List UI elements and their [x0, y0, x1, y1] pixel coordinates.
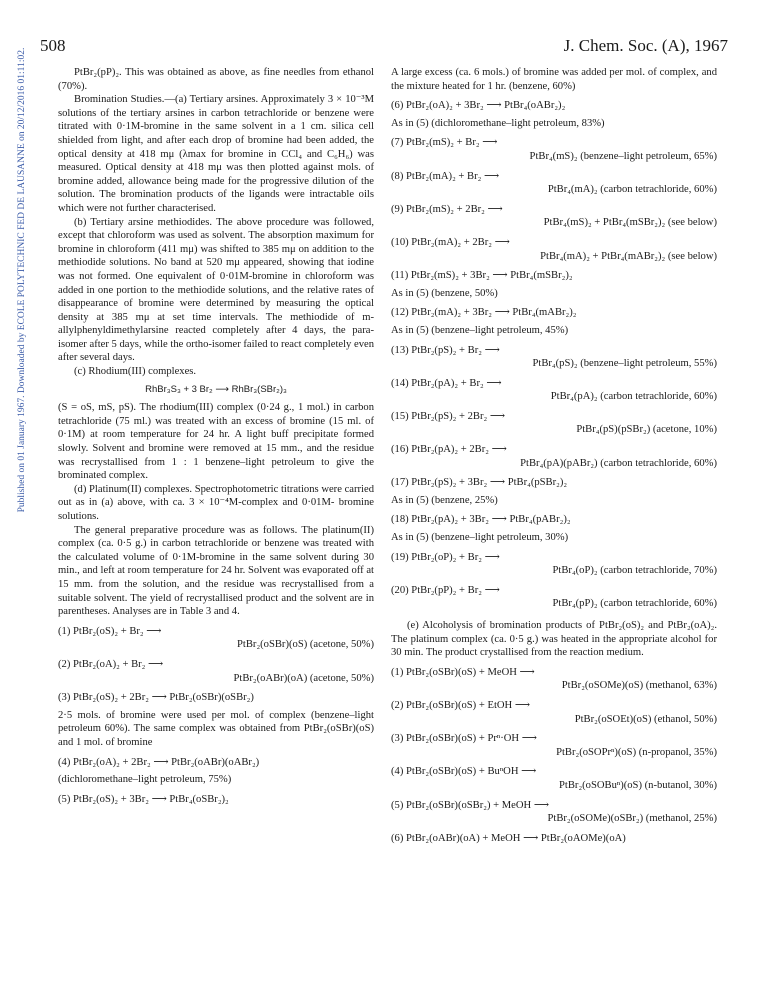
reaction-equation — [58, 756, 374, 770]
reaction-equation — [391, 551, 717, 578]
equation-reactants: (15) PtBr₂(pS)₂ + 2Br₂ ⟶ — [391, 410, 506, 422]
paragraph: 2·5 mols. of bromine were used per mol. of complex (benzene–light petroleum 60%). The same complex was obtained from PtBr₂(oSBr)(oS) and 1 mol. of bromine — [58, 709, 374, 748]
paragraph: Bromination Studies.—(a) Tertiary arsines. Approximately 3 × 10⁻³M solutions of the tertiary arsines in carbon tetrachloride or benzene were titrated with 0·1M-bromine in the same solvent in a 1 cm. silica cell shielded from light, and after each drop of bromine had been added, the optical density at 418 mμ (λmax for bromine in CCl₄ and C₆H₆) was measured. Optical density at 418 mμ was then plotted against mols. of bromine added, allowance being made for the progressive dilution of the solution. The bromination products of the ligands were intractable oils which were not further characterised. — [58, 94, 374, 214]
equation-products: PtBr₂(oABr)(oA) (acetone, 50%) — [233, 672, 374, 684]
equation: RhBr₃S₃ + 3 Br₂ ⟶ RhBr₃(SBr₂)₃ — [145, 383, 287, 395]
left-column — [58, 66, 374, 810]
equation-line: (6) PtBr₂(oA)₂ + 3Br₂ ⟶ PtBr₄(oABr₂)₂ — [391, 100, 566, 112]
equation-line: (18) PtBr₂(pA)₂ + 3Br₂ ⟶ PtBr₄(pABr₂)₂ — [391, 514, 571, 526]
equation-line: (4) PtBr₂(oA)₂ + 2Br₂ ⟶ PtBr₂(oABr)(oABr₂) — [58, 756, 260, 768]
reaction-equation — [391, 344, 717, 371]
equation-products: PtBr₄(mS)₂ + PtBr₄(mSBr₂)₂ (see below) — [543, 217, 717, 229]
reaction-equation — [391, 306, 717, 320]
reaction-equation — [391, 513, 717, 527]
reaction-equation — [391, 203, 717, 230]
equation-reactants: (4) PtBr₂(oSBr)(oS) + BuⁿOH ⟶ — [391, 766, 537, 778]
reaction-equation — [391, 99, 717, 113]
equation-products: PtBr₄(pP)₂ (carbon tetrachloride, 60%) — [552, 598, 717, 610]
reaction-equation — [391, 799, 717, 826]
equation-reactants: (1) PtBr₂(oS)₂ + Br₂ ⟶ — [58, 625, 162, 637]
equation-reactants: (3) PtBr₂(oSBr)(oS) + Prⁿ·OH ⟶ — [391, 733, 537, 745]
reaction-equation — [391, 269, 717, 283]
reaction-equation — [391, 410, 717, 437]
reaction-equation — [391, 476, 717, 490]
equation-products: PtBr₄(pS)₂ (benzene–light petroleum, 55%) — [532, 358, 717, 370]
equation-products: PtBr₄(mS)₂ (benzene–light petroleum, 65%) — [529, 150, 717, 162]
paragraph: (dichloromethane–light petroleum, 75%) — [58, 774, 232, 786]
equation-products: PtBr₂(oSBr)(oS) (acetone, 50%) — [237, 639, 374, 651]
reaction-equation — [58, 691, 374, 705]
reaction-equation — [391, 136, 717, 163]
reaction-equation — [391, 584, 717, 611]
reaction-equation — [391, 732, 717, 759]
equation-reactants: (2) PtBr₂(oSBr)(oS) + EtOH ⟶ — [391, 699, 531, 711]
paragraph: A large excess (ca. 6 mols.) of bromine was added per mol. of complex, and the mixture heated for 1 hr. (benzene, 60%) — [391, 67, 717, 92]
equation-reactants: (7) PtBr₂(mS)₂ + Br₂ ⟶ — [391, 137, 498, 149]
reaction-note: As in (5) (benzene–light petroleum, 30%) — [391, 532, 569, 544]
paragraph: (b) Tertiary arsine methiodides. The above procedure was followed, except that chloroform was used as solvent. The absorption maximum for bromine in chloroform (411 mμ) was shifted to 385 mμ on addition to the methiodide solutions. No band at 520 mμ appeared, showing that iodine was not formed. One equivalent of 0·01M-bromine in chloroform was added in one portion to the methiodide solutions, and the relative rates of disappearance of bromine were determined by measuring the optical density at 385 mμ at set time intervals. The methiodide of m-allylphenyldimethylarsine reacted completely after 4 days, the para-isomer after 5 days, while the ortho-isomer failed to react completely even after several days. — [58, 216, 374, 364]
reaction-equation — [391, 666, 717, 693]
reaction-note: As in (5) (dichloromethane–light petroleum, 83%) — [391, 117, 605, 129]
reaction-note: As in (5) (benzene, 50%) — [391, 287, 498, 299]
equation-reactants: (16) PtBr₂(pA)₂ + 2Br₂ ⟶ — [391, 444, 507, 456]
equation-products: PtBr₄(pS)(pSBr₂) (acetone, 10%) — [576, 424, 717, 436]
paragraph: (d) Platinum(II) complexes. Spectrophotometric titrations were carried out as in (a) above, with ca. 3 × 10⁻⁴M-complex and 0·01M- bromine solutions. — [58, 483, 374, 522]
page-header — [40, 36, 728, 58]
subsection-heading: (c) Rhodium(III) complexes. — [74, 366, 197, 378]
equation-products: PtBr₂(oSOMe)(oSBr₂) (methanol, 25%) — [547, 813, 717, 825]
reaction-equation — [391, 443, 717, 470]
equation-reactants: (2) PtBr₂(oA)₂ + Br₂ ⟶ — [58, 658, 164, 670]
equation-reactants: (13) PtBr₂(pS)₂ + Br₂ ⟶ — [391, 344, 500, 356]
paragraph: (e) Alcoholysis of bromination products of PtBr₂(oS)₂ and PtBr₂(oA)₂. The platinum complex (ca. 0·5 g.) was heated in the appropriate alcohol for 30 min. The product crystallised from the reaction medium. — [391, 620, 717, 659]
reaction-note: As in (5) (benzene–light petroleum, 45%) — [391, 324, 569, 336]
equation-reactants: (14) PtBr₂(pA)₂ + Br₂ ⟶ — [391, 377, 502, 389]
reaction-equation — [391, 832, 717, 846]
reaction-equation — [391, 236, 717, 263]
right-column — [391, 66, 717, 849]
equation-line: (17) PtBr₂(pS)₂ + 3Br₂ ⟶ PtBr₄(pSBr₂)₂ — [391, 477, 568, 489]
equation-products: PtBr₄(oP)₂ (carbon tetrachloride, 70%) — [552, 565, 717, 577]
equation-products: PtBr₄(pA)(pABr₂) (carbon tetrachloride, 60%) — [520, 457, 717, 469]
reaction-equation — [58, 658, 374, 685]
journal-title: J. Chem. Soc. (A), 1967 — [563, 36, 728, 55]
page-number: 508 — [40, 36, 66, 55]
equation-products: PtBr₄(mA)₂ (carbon tetrachloride, 60%) — [547, 184, 717, 196]
download-watermark — [17, 0, 33, 660]
download-watermark-text: Published on 01 January 1967. Downloaded by ECOLE POLYTECHNIC FED DE LAUSANNE on 20/12/2016 01:11:02. — [17, 47, 27, 513]
paragraph: (S = oS, mS, pS). The rhodium(III) complex (0·24 g., 1 mol.) in carbon tetrachloride (75 ml.) was treated with an excess of bromine (15 ml. of 0·1M) at room temperature for 24 hr. A light buff precipitate formed slowly. Solvent and bromine were removed at 15 mm., and the residue was recrystallised from 1 : 1 benzene–light petroleum to give the brominated complex. — [58, 402, 374, 482]
reaction-note: As in (5) (benzene, 25%) — [391, 494, 498, 506]
equation-line: (11) PtBr₂(mS)₂ + 3Br₂ ⟶ PtBr₄(mSBr₂)₂ — [391, 270, 573, 282]
equation-line: (5) PtBr₂(oS)₂ + 3Br₂ ⟶ PtBr₄(oSBr₂)₂ — [58, 793, 229, 805]
reaction-equation — [391, 170, 717, 197]
paragraph: The general preparative procedure was as follows. The platinum(II) complex (ca. 0·5 g.) in carbon tetrachloride or benzene was treated with the calculated volume of 0·1M-bromine in the same solvent during 30 min., and left at room temperature for 24 hr. Solvent was evaporated off at 15 mm. from the solution, and the residue was recrystallised from a suitable solvent. The yield of recrystallised product and the solvent are in parentheses. Analyses are in Table 3 and 4. — [58, 524, 374, 618]
reaction-equation — [391, 377, 717, 404]
paragraph: PtBr₂(pP)₂. This was obtained as above, as fine needles from ethanol (70%). — [58, 67, 374, 92]
reaction-equation — [58, 793, 374, 807]
equation-reactants: (10) PtBr₂(mA)₂ + 2Br₂ ⟶ — [391, 236, 510, 248]
equation-products: PtBr₂(oSOBuⁿ)(oS) (n-butanol, 30%) — [559, 779, 717, 791]
equation-products: PtBr₂(oSOPrⁿ)(oS) (n-propanol, 35%) — [556, 746, 717, 758]
reaction-equation — [58, 625, 374, 652]
equation-reactants: (5) PtBr₂(oSBr)(oSBr₂) + MeOH ⟶ — [391, 799, 550, 811]
equation-products: PtBr₂(oSOMe)(oS) (methanol, 63%) — [561, 680, 717, 692]
reaction-equation — [391, 765, 717, 792]
equation-products: PtBr₄(mA)₂ + PtBr₄(mABr₂)₂ (see below) — [540, 250, 717, 262]
equation-reactants: (20) PtBr₂(pP)₂ + Br₂ ⟶ — [391, 584, 500, 596]
equation-products: PtBr₄(pA)₂ (carbon tetrachloride, 60%) — [550, 391, 717, 403]
reaction-equation — [391, 699, 717, 726]
equation-line: (3) PtBr₂(oS)₂ + 2Br₂ ⟶ PtBr₂(oSBr)(oSBr₂) — [58, 692, 254, 704]
equation-reactants: (1) PtBr₂(oSBr)(oS) + MeOH ⟶ — [391, 666, 535, 678]
equation-reactants: (19) PtBr₂(oP)₂ + Br₂ ⟶ — [391, 551, 500, 563]
equation-reactants: (9) PtBr₂(mS)₂ + 2Br₂ ⟶ — [391, 203, 503, 215]
equation-products: PtBr₂(oSOEt)(oS) (ethanol, 50%) — [574, 713, 717, 725]
equation-line: (12) PtBr₂(mA)₂ + 3Br₂ ⟶ PtBr₄(mABr₂)₂ — [391, 307, 577, 319]
equation-reactants: (8) PtBr₂(mA)₂ + Br₂ ⟶ — [391, 170, 500, 182]
equation-line: (6) PtBr₂(oABr)(oA) + MeOH ⟶ PtBr₂(oAOMe)(oA) — [391, 832, 626, 844]
